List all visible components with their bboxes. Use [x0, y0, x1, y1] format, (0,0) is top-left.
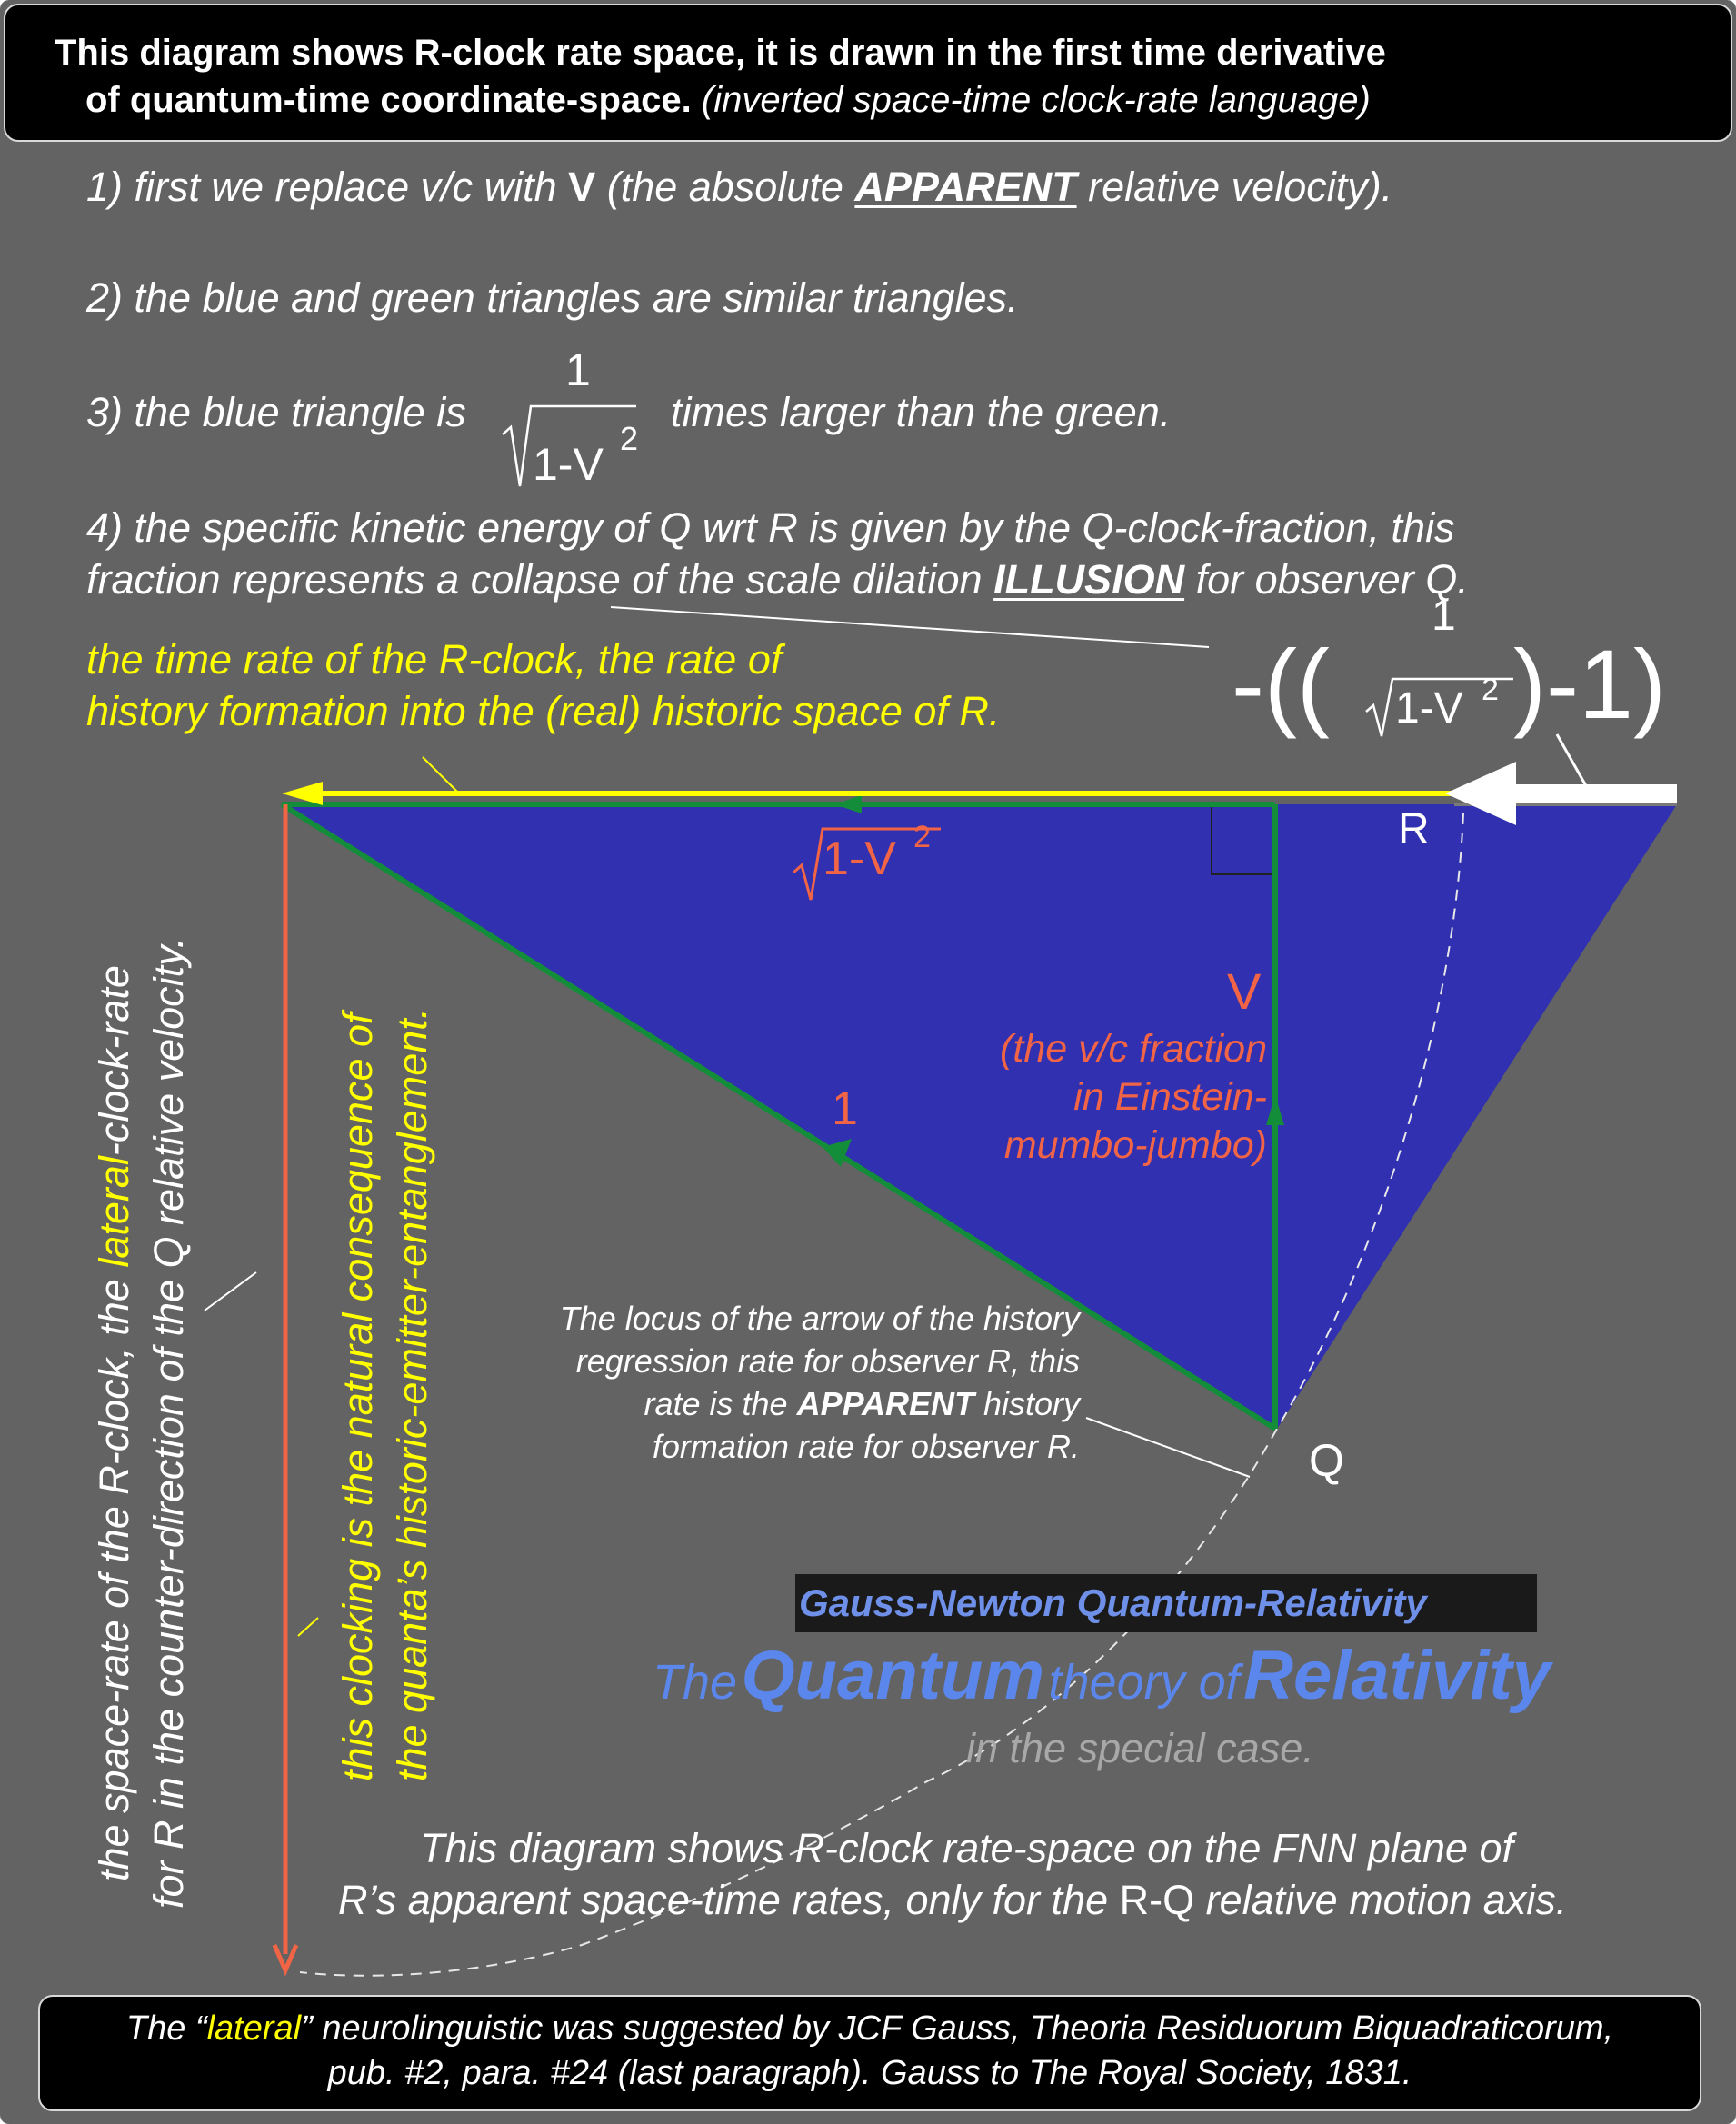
step-3-numerator: 1	[565, 344, 591, 395]
locus-note-line-1: The locus of the arrow of the history	[559, 1300, 1080, 1337]
locus-note-line-4: formation rate for observer R.	[652, 1428, 1080, 1465]
formula-exponent: 2	[1482, 673, 1499, 707]
label-v: V	[1227, 962, 1262, 1020]
footer-line-1	[58, 2009, 1681, 2049]
formula-suffix: )-1)	[1513, 629, 1666, 739]
left-vertical-line-2: for R in the counter-direction of the Q relative velocity.	[145, 937, 192, 1909]
footer-banner	[38, 1995, 1701, 2111]
footer-line-1-post: ” neurolinguistic was suggested by JCF Gauss, Theoria Residuorum Biquadraticorum,	[301, 2009, 1614, 2048]
v-note-line-2: in Einstein-	[1073, 1075, 1267, 1119]
step-3-exponent: 2	[620, 420, 639, 457]
fnn-note-rq: R-Q	[1119, 1877, 1195, 1923]
branding-subtitle: in the special case.	[966, 1725, 1314, 1771]
branding-relativity: Relativity	[1243, 1637, 1551, 1714]
header-line-1: This diagram shows R-clock rate space, it is drawn in the first time derivative	[55, 33, 1386, 73]
branding-theory-of: theory of	[1048, 1655, 1240, 1710]
label-q: Q	[1309, 1435, 1344, 1486]
step-3-post: times larger than the green.	[671, 389, 1172, 435]
v-note-line-1: (the v/c fraction	[1000, 1027, 1267, 1071]
branding-title	[653, 1636, 1551, 1715]
sqrt-label: 1-V	[823, 833, 896, 885]
formula-prefix: -((	[1232, 629, 1330, 739]
header-line-2-italic: (inverted space-time clock-rate language)	[701, 80, 1371, 120]
step-1-mid: (the absolute	[606, 164, 843, 210]
left-vertical-line-1	[91, 965, 138, 1881]
formula-numerator: 1	[1432, 592, 1456, 640]
label-one: 1	[832, 1082, 858, 1135]
v-note-line-3: mumbo-jumbo)	[1003, 1123, 1267, 1167]
locus-note-apparent: APPARENT	[796, 1385, 974, 1422]
label-r: R	[1398, 805, 1430, 853]
locus-note-line-3	[644, 1385, 1080, 1423]
fnn-note-line-1: This diagram shows R-clock rate-space on the FNN plane of	[420, 1825, 1514, 1871]
step-1-v: V	[568, 164, 596, 210]
footer-lateral: lateral	[206, 2009, 302, 2048]
fnn-note-line-2	[338, 1877, 1567, 1924]
step-1	[86, 164, 1392, 211]
step-1-pre: 1) first we replace v/c with	[86, 164, 557, 210]
branding-badge	[795, 1574, 1537, 1632]
branding-the: The	[653, 1655, 738, 1710]
left-vertical-line-1-pre: the space-rate of the R-clock, the	[91, 1279, 137, 1881]
fnn-note-line-2-pre: R’s apparent space-time rates, only for the	[338, 1877, 1109, 1923]
yellow-vertical-line-1: this clocking is the natural consequence of	[334, 1012, 381, 1781]
step-4-line-2-post: for observer Q.	[1195, 556, 1469, 603]
step-1-post: relative velocity).	[1088, 164, 1393, 210]
left-vertical-line-1-post: -clock-rate	[91, 965, 137, 1157]
formula-denominator: 1-V	[1395, 684, 1463, 733]
left-vertical-lateral: lateral	[91, 1156, 137, 1268]
footer-line-1-pre: The “	[125, 2009, 207, 2048]
locus-note-line-2: regression rate for observer R, this	[575, 1342, 1080, 1380]
branding-badge-text: Gauss-Newton Quantum-Relativity	[799, 1581, 1427, 1624]
fnn-note-line-2-post: relative motion axis.	[1205, 1877, 1568, 1923]
header-line-2	[85, 80, 1371, 121]
yellow-vertical-line-2: the quanta’s historic-emitter-entanglement.	[389, 1007, 435, 1781]
locus-note-line-3-post: history	[983, 1385, 1080, 1422]
branding-quantum: Quantum	[741, 1637, 1045, 1714]
sqrt-exponent: 2	[913, 820, 931, 854]
header-line-2-bold: of quantum-time coordinate-space.	[85, 80, 692, 120]
step-2: 2) the blue and green triangles are similar triangles.	[86, 274, 1019, 321]
step-1-apparent: APPARENT	[854, 164, 1077, 210]
yellow-note-line-2: history formation into the (real) historic space of R.	[86, 688, 1001, 734]
step-4-line-2	[86, 556, 1469, 603]
footer-line-2: pub. #2, para. #24 (last paragraph). Gauss to The Royal Society, 1831.	[327, 2054, 1412, 2092]
step-4-line-1: 4) the specific kinetic energy of Q wrt R is given by the Q-clock-fraction, this	[86, 504, 1455, 551]
header-banner	[4, 4, 1732, 142]
step-3-denominator: 1-V	[533, 439, 604, 490]
step-4-line-2-pre: fraction represents a collapse of the scale dilation	[86, 556, 983, 603]
step-3-pre: 3) the blue triangle is	[86, 389, 466, 435]
yellow-note-line-1: the time rate of the R-clock, the rate of	[86, 636, 783, 683]
locus-note-line-3-pre: rate is the	[644, 1385, 788, 1422]
step-4-illusion: ILLUSION	[993, 556, 1185, 603]
